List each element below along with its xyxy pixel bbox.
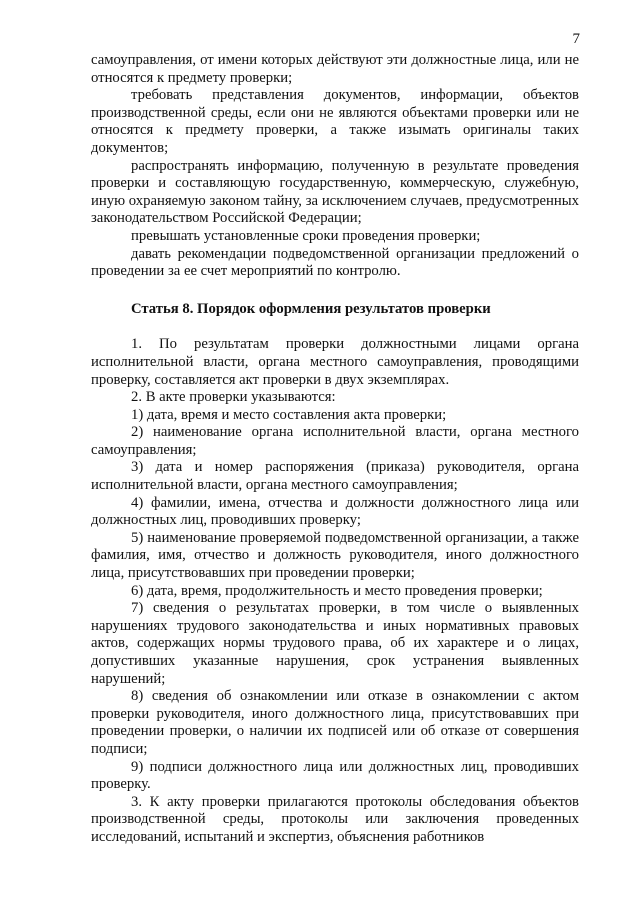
paragraph: 2. В акте проверки указываются: (131, 389, 336, 406)
list-item: 7) сведения о результатах проверки, в том числе о выявленных нарушениях трудового законодательства и иных нормативных правовых актов, содержащих нормы трудового права, об их характере и о лицах, допустивших указанные нарушения, срок устранения выявленных нарушений; (91, 600, 579, 687)
list-item: 8) сведения об ознакомлении или отказе в ознакомлении с актом проверки руководителя, иного должностного лица, присутствовавших при проведении проверки, о наличии их подписей или об отказе от совершения подписи; (91, 688, 579, 757)
list-item: 3) дата и номер распоряжения (приказа) руководителя, органа исполнительной власти, органа местного самоуправления; (91, 459, 579, 494)
paragraph: 1. По результатам проверки должностными лицами органа исполнительной власти, органа местного самоуправления, проводящими проверку, составляется акт проверки в двух экземплярах. (91, 336, 579, 388)
paragraph: требовать представления документов, информации, объектов производственной среды, если они не являются объектами проверки или не относятся к предмету проверки, а также изымать оригиналы таких документов; (91, 87, 579, 156)
list-item: 2) наименование органа исполнительной власти, органа местного самоуправления; (91, 424, 579, 458)
article-heading: Статья 8. Порядок оформления результатов проверки (131, 300, 491, 317)
paragraph: давать рекомендации подведомственной организации предложений о проведении за ее счет мероприятий по контролю. (91, 245, 579, 280)
paragraph: самоуправления, от имени которых действуют эти должностные лица, или не относятся к предмету проверки; (91, 52, 579, 86)
list-item: 5) наименование проверяемой подведомственной организации, а также фамилия, имя, отчество и должность руководителя, иного должностного лица, присутствовавших при проведении проверки; (91, 529, 579, 582)
list-item: 9) подписи должностного лица или должностных лиц, проводивших проверку. (91, 758, 579, 793)
paragraph: распространять информацию, полученную в результате проведения проверки и составляющую государственную, коммерческую, служебную, иную охраняемую законом тайну, за исключением случаев, предусмотренных законодательством Российской Федерации; (91, 157, 579, 227)
list-item: 1) дата, время и место составления акта проверки; (131, 406, 447, 423)
list-item: 6) дата, время, продолжительность и место проведения проверки; (131, 582, 543, 599)
paragraph: превышать установленные сроки проведения проверки; (131, 227, 481, 244)
paragraph: 3. К акту проверки прилагаются протоколы обследования объектов производственной среды, протоколы или заключения проведенных исследований, испытаний и экспертиз, объяснения работников (91, 793, 579, 845)
document-body (91, 52, 579, 847)
list-item: 4) фамилии, имена, отчества и должности должностного лица или должностных лиц, проводивших проверку; (91, 494, 579, 529)
page-number: 7 (572, 31, 580, 47)
